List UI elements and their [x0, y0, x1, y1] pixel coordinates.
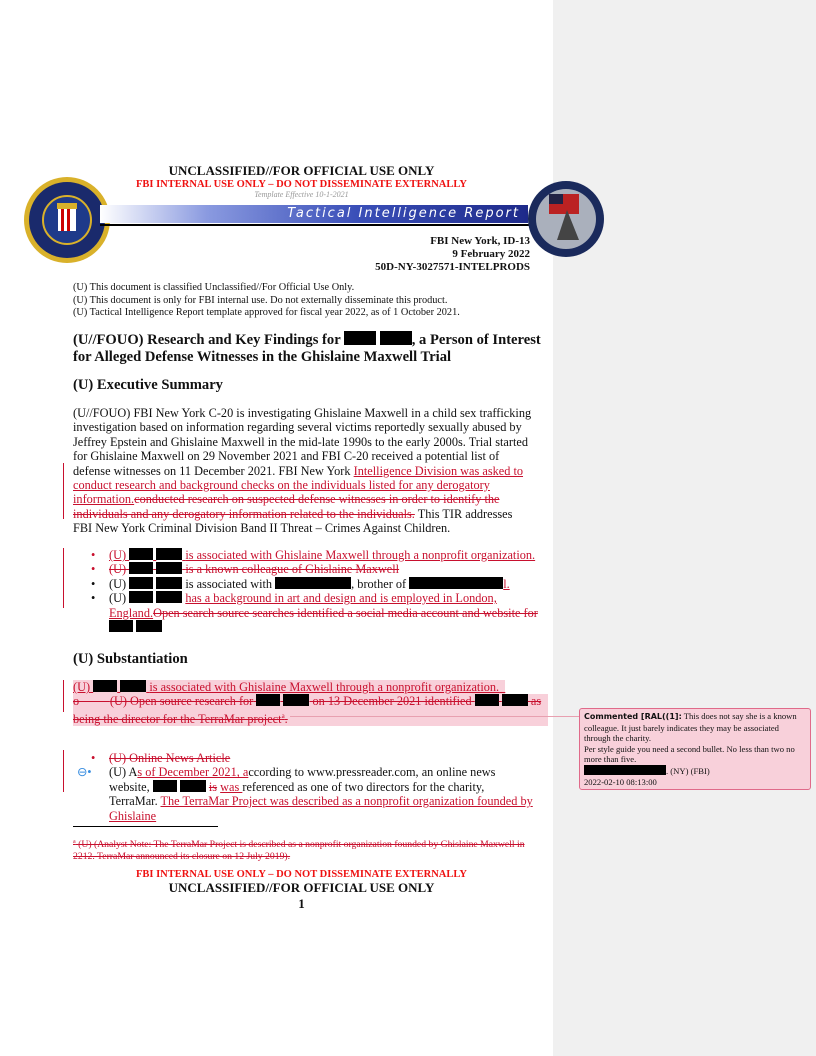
text: on 13 December 2021 identified	[312, 694, 472, 709]
u-marker: (U)	[109, 576, 127, 591]
comment-label: Commented [RAL((1]:	[584, 712, 682, 721]
redaction	[156, 577, 182, 589]
substantiation-list	[73, 751, 533, 823]
footnote-ref[interactable]: a	[281, 711, 285, 720]
redaction	[180, 780, 206, 792]
redaction	[256, 694, 280, 706]
text: (U) Open source research for	[109, 694, 254, 709]
footnote-text: (U) (Analyst Note: The TerraMar Project is described as a nonprofit organization founded by Ghislaine Maxwell in 2212. TerraMar announced its closure on 12 July 2019).	[73, 839, 525, 863]
page-header	[73, 163, 530, 199]
redaction	[344, 331, 376, 345]
page-title	[73, 331, 543, 366]
classification-marking: UNCLASSIFIED//FOR OFFICIAL USE ONLY	[168, 163, 435, 178]
ny-intelligence-seal-icon	[527, 180, 605, 258]
comment-text: This does not say she is a known colleague. It just barely indicates they may be associated through the charity.	[584, 711, 797, 744]
substantiation-finding	[73, 680, 548, 726]
redaction	[129, 591, 153, 603]
inserted-text: s of December 2021, a	[137, 765, 249, 780]
exec-summary-paragraph	[73, 406, 533, 536]
redaction	[153, 780, 177, 792]
notice: (U) This document is only for FBI internal use. Do not externally disseminate this product.	[73, 294, 448, 306]
comment-balloon[interactable]	[579, 708, 811, 790]
redaction	[409, 577, 503, 589]
u-marker: (U)	[73, 680, 91, 694]
change-bar	[63, 750, 64, 792]
list-item: • (U) is associated with Ghislaine Maxwell through a nonprofit organization.	[91, 548, 536, 562]
comment-connector	[290, 716, 580, 717]
change-bar	[63, 548, 64, 608]
text: is a known colleague of Ghislaine Maxwell	[185, 562, 400, 577]
deleted-text: is	[208, 779, 218, 794]
banner-title: Tactical Intelligence Report	[287, 206, 520, 221]
title-text: (U//FOUO) Research and Key Findings for	[73, 332, 345, 348]
deleted-text: Open search source searches identified a social media account and website for	[153, 605, 538, 620]
text: (U//FOUO) FBI New York C-20 is investigating Ghislaine Maxwell in a child sex trafficking investigation based on information regarding several victims reportedly sexually abused by Jeffrey Epstein and Ghislaine Maxwell in the mid-late 1990s to the early 2000s. Trial started for Ghislaine Maxwell on 29 November 2021 and FBI C-20 received a potential list of defense witnesses on 11 December 2021. FBI New York	[73, 406, 532, 478]
text: l.	[503, 576, 510, 591]
footer-classification: UNCLASSIFIED//FOR OFFICIAL USE ONLY	[168, 880, 435, 895]
list-item: • (U) has a background in art and design and is employed in London, England.Open search source searches identified a social media account and website for	[73, 591, 538, 634]
text: ccording to www.pressreader.com, an online news website,	[109, 765, 496, 794]
text: referenced as one of two directors for the charity, TerraMar.	[109, 779, 485, 809]
redaction	[120, 680, 146, 692]
handling-notices	[73, 282, 543, 320]
redaction	[129, 548, 153, 560]
title-text: , a Person of Interest for Alleged Defense Witnesses in the Ghislaine Maxwell Trial	[73, 332, 541, 365]
inserted-text: Intelligence Division was asked to conduct research and background checks on the individuals listed for any derogatory information.	[73, 463, 524, 507]
list-item: ⊖• (U) As of December 2021, according to www.pressreader.com, an online news website, is was referenced as one of two directors for the charity, TerraMar. The TerraMar Project was described as a nonprofit organization founded by Ghislaine	[77, 765, 533, 823]
banner-rule	[100, 224, 530, 226]
report-date: 9 February 2022	[452, 248, 530, 260]
redaction	[129, 562, 153, 574]
footer-dissemination: FBI INTERNAL USE ONLY – DO NOT DISSEMINATE EXTERNALLY	[135, 869, 468, 880]
office: FBI New York, ID-13	[430, 235, 530, 247]
change-bar	[63, 463, 64, 519]
exec-summary-heading: (U) Executive Summary	[73, 377, 223, 393]
inserted-text: The TerraMar Project was described as a nonprofit organization founded by Ghislaine	[109, 794, 533, 823]
redaction	[136, 620, 162, 632]
report-metadata	[300, 235, 530, 274]
redaction	[475, 694, 499, 706]
text: is associated with Ghislaine Maxwell through a nonprofit organization.	[149, 680, 500, 694]
template-note: Template Effective 10-1-2021	[254, 190, 349, 199]
change-bar	[63, 680, 64, 712]
comment-timestamp: 2022-02-10 08:13:00	[584, 776, 657, 787]
text: (U) A	[109, 765, 138, 780]
page-number: 1	[298, 896, 305, 911]
u-marker: (U)	[109, 562, 127, 577]
list-item: • (U) is a known colleague of Ghislaine Maxwell	[91, 562, 400, 577]
finding-line	[73, 680, 505, 694]
footnote-separator	[73, 826, 218, 827]
redaction	[109, 620, 133, 632]
redaction	[129, 577, 153, 589]
redaction	[275, 577, 351, 589]
redaction	[156, 591, 182, 603]
text: (U) Online News Article	[109, 751, 231, 765]
comment-text: Per style guide you need a second bullet. No less than two no more than five.	[584, 743, 795, 765]
deleted-sub-item: o (U) Open source research for on 13 December 2021 identified as being the director for the TerraMar project$^a$.	[73, 694, 548, 726]
file-number: 50D-NY-3027571-INTELPRODS	[375, 261, 530, 273]
fbi-seal-icon	[22, 175, 112, 265]
u-marker: (U)	[109, 548, 127, 562]
inserted-text: has a background in art and design and is employed in London, England.	[109, 591, 497, 620]
text: is associated with Ghislaine Maxwell through a nonprofit organization.	[185, 548, 536, 562]
comments-pane	[553, 0, 816, 1056]
key-findings-list	[73, 548, 538, 634]
report-banner	[100, 205, 528, 223]
notice: (U) This document is classified Unclassified//For Official Use Only.	[73, 282, 355, 293]
text: as being the director for the TerraMar project	[73, 694, 542, 726]
redaction	[502, 694, 528, 706]
redaction	[584, 765, 666, 775]
redaction	[156, 562, 182, 574]
list-item: • (U) is associated with , brother of l.	[91, 576, 510, 591]
inserted-text: was	[220, 779, 243, 794]
deleted-text: conducted research on suspected defense witnesses in order to identify the individuals and any derogatory information related to the individuals.	[73, 492, 500, 521]
text: is associated with	[185, 576, 276, 591]
list-item: • (U) Online News Article	[91, 751, 231, 765]
substantiation-heading: (U) Substantiation	[73, 651, 188, 667]
redaction	[380, 331, 412, 345]
notice: (U) Tactical Intelligence Report template approved for fiscal year 2022, as of 1 October 2021.	[73, 307, 460, 318]
comment-author: . (NY) (FBI)	[666, 765, 710, 776]
redaction	[283, 694, 309, 706]
page-footer	[73, 869, 530, 912]
text: , brother of	[351, 576, 410, 591]
dissemination-marking: FBI INTERNAL USE ONLY – DO NOT DISSEMINATE EXTERNALLY	[135, 179, 468, 190]
u-marker: (U)	[109, 591, 127, 606]
footnote: $^a$ (U) (Analyst Note: The TerraMar Project is described as a nonprofit organization founded by Ghislaine Maxwell in 2212. TerraMar announced its closure on 12 July 2019).	[73, 839, 525, 863]
redaction	[93, 680, 117, 692]
redaction	[156, 548, 182, 560]
text: This TIR addresses FBI New York Criminal Division Band II Threat – Crimes Against Children.	[73, 506, 513, 536]
